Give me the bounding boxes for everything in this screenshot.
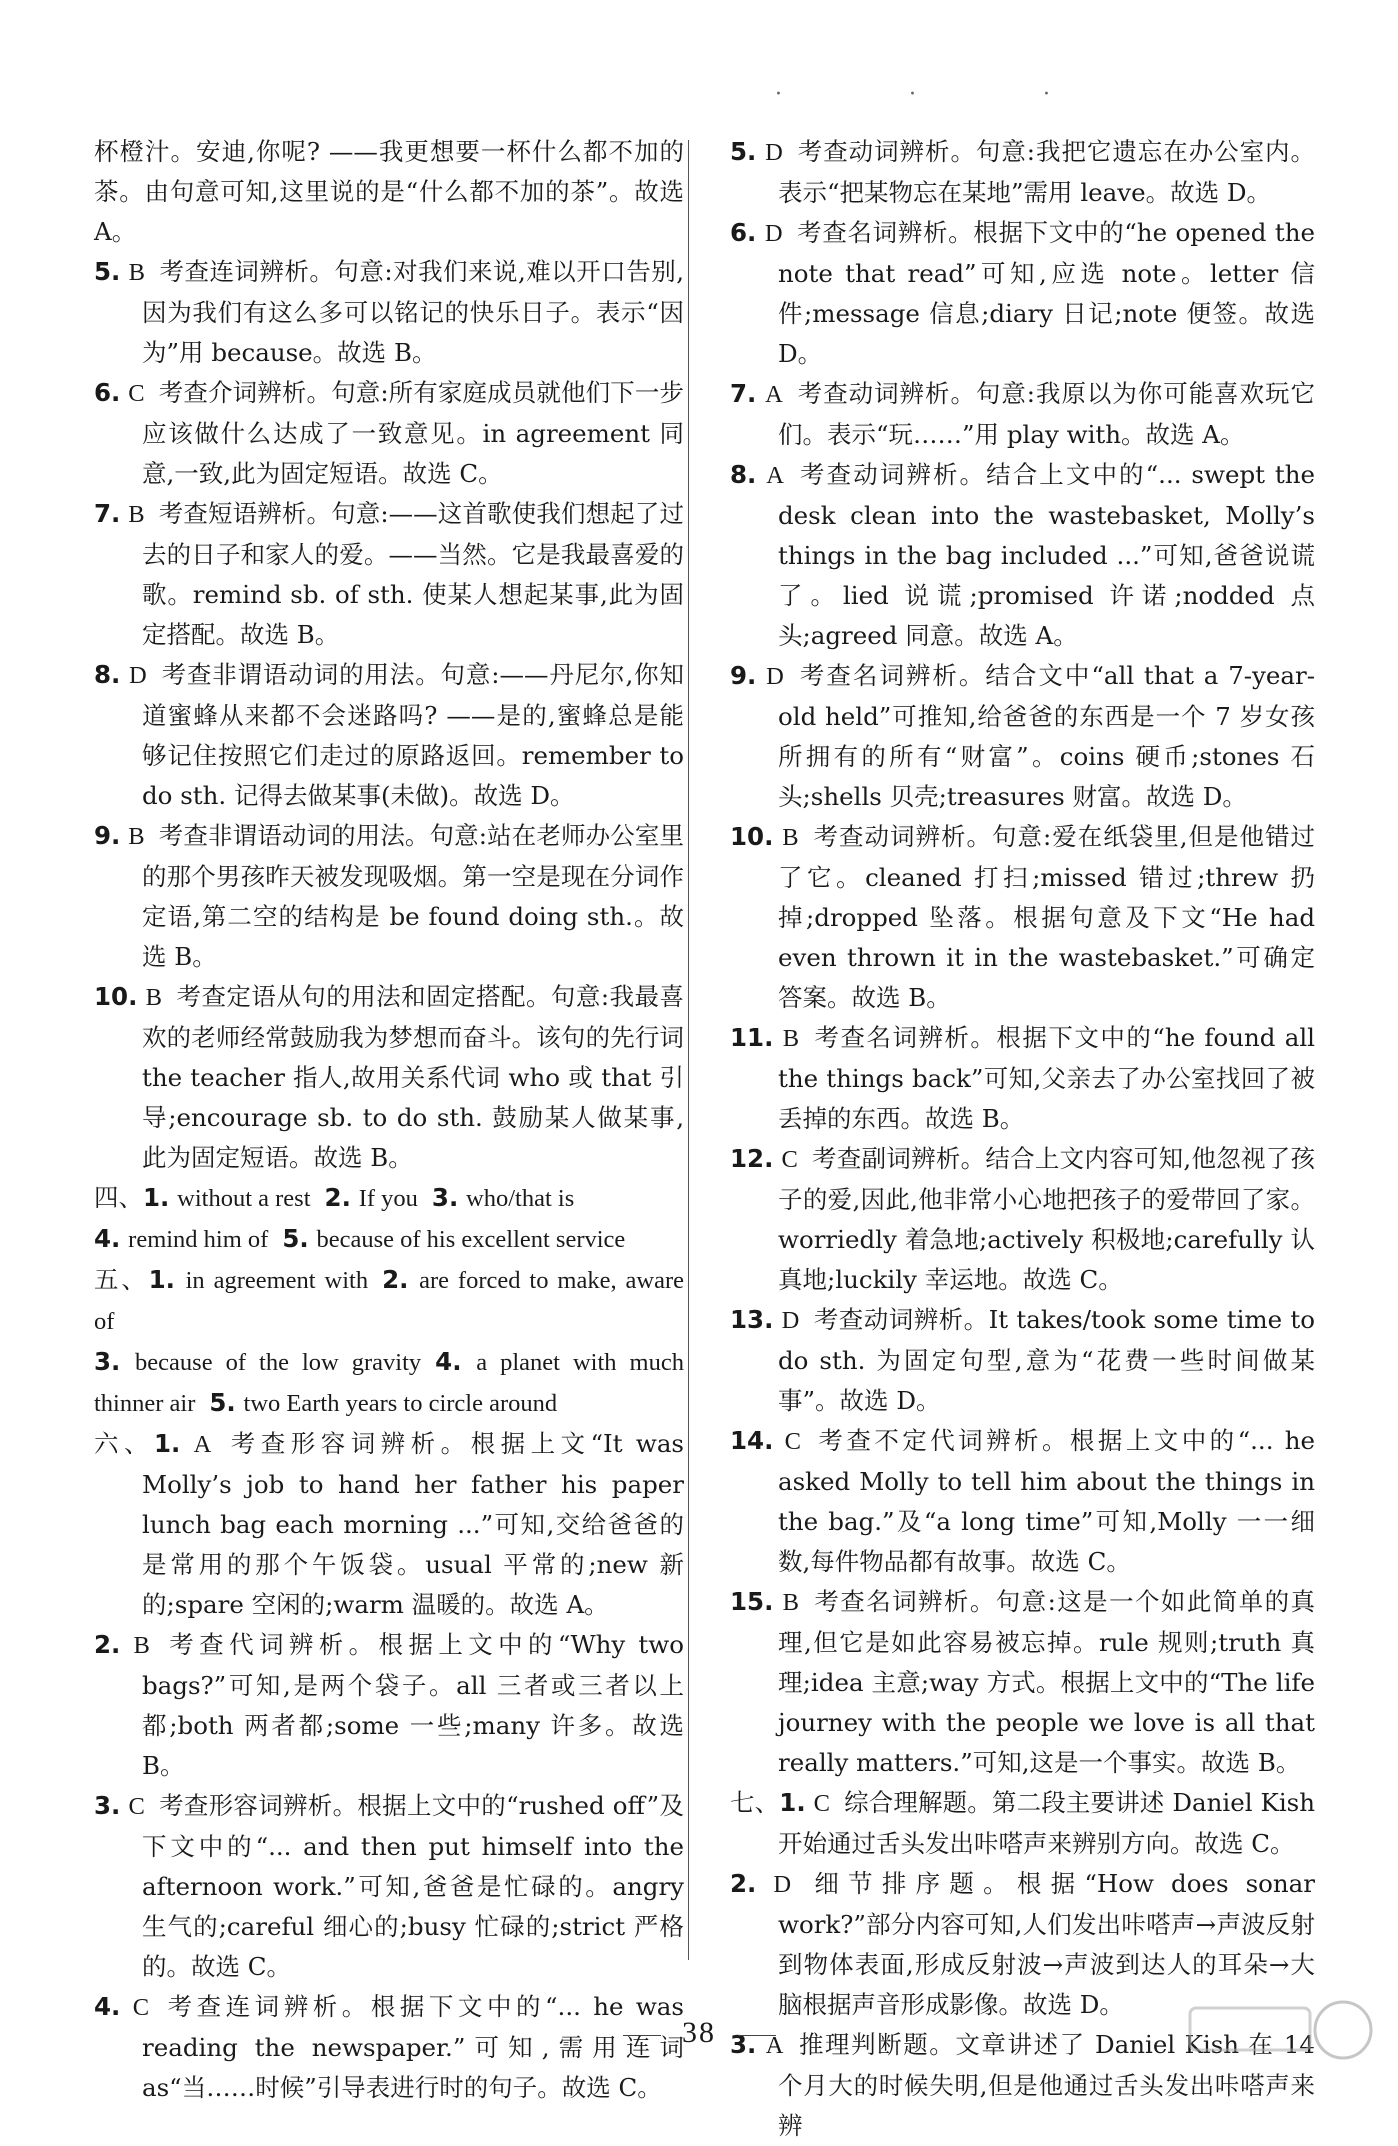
question-number: 3. bbox=[94, 1347, 121, 1376]
answer-choice: B bbox=[128, 823, 145, 850]
question-number: 12. bbox=[730, 1144, 774, 1173]
explanation-text: 考查介词辨析。句意:所有家庭成员就他们下一步应该做什么达成了一致意见。in agreement 同意,一致,此为固定短语。故选 C。 bbox=[142, 378, 684, 488]
question-number: 13. bbox=[730, 1305, 774, 1334]
answer-item bbox=[730, 656, 1315, 817]
answer-choice: A bbox=[193, 1431, 212, 1458]
question-number: 9. bbox=[730, 661, 757, 690]
column-divider bbox=[688, 140, 689, 1960]
explanation-text: 考查形容词辨析。根据上文中的“rushed off”及下文中的“... and then put himself into the afternoon work.”可知,爸爸是忙碌的。angry 生气的;careful 细心的;busy 忙碌的;strict 严格的。故选 C。 bbox=[142, 1791, 684, 1981]
question-number: 6. bbox=[730, 218, 757, 247]
fill-in-section bbox=[94, 1178, 684, 1260]
question-number: 4. bbox=[94, 1992, 121, 2021]
answer-choice: A bbox=[765, 2032, 784, 2059]
question-number: 7. bbox=[730, 379, 757, 408]
footer-dash-right bbox=[738, 2035, 776, 2036]
question-number: 7. bbox=[94, 499, 121, 528]
answer-choice: C bbox=[132, 1994, 150, 2021]
explanation-text: 考查动词辨析。句意:我把它遗忘在办公室内。表示“把某物忘在某地”需用 leave。故选 D。 bbox=[778, 137, 1315, 207]
question-number: 1. bbox=[143, 1183, 170, 1212]
answer-choice: B bbox=[128, 501, 145, 528]
answer-item bbox=[94, 1786, 684, 1987]
question-number: 5. bbox=[94, 257, 121, 286]
watermark-circle bbox=[1315, 2002, 1371, 2058]
explanation-text: 考查动词辨析。句意:爱在纸袋里,但是他错过了它。cleaned 打扫;missed 错过;threw 扔掉;dropped 坠落。根据句意及下文“He had even thrown it in the wastebasket.”可确定答案。故选 B。 bbox=[778, 822, 1315, 1012]
answer-choice: B bbox=[145, 984, 163, 1011]
question-number: 1. bbox=[779, 1788, 806, 1817]
answer-choice: B bbox=[782, 1589, 799, 1616]
answer-item bbox=[94, 494, 684, 655]
watermark-box bbox=[1190, 2008, 1310, 2050]
fill-in-answer: because of the low gravity bbox=[135, 1349, 422, 1376]
left-column bbox=[94, 132, 684, 2108]
answer-item bbox=[730, 455, 1315, 656]
answer-item bbox=[94, 1625, 684, 1786]
fill-in-answer: If you bbox=[358, 1185, 418, 1212]
answer-choice: B bbox=[128, 259, 145, 286]
answer-item bbox=[730, 1018, 1315, 1139]
question-number: 4. bbox=[435, 1347, 462, 1376]
fill-in-answer: remind him of bbox=[128, 1226, 269, 1253]
fill-in-answer: who/that is bbox=[466, 1185, 575, 1212]
question-number: 11. bbox=[730, 1023, 774, 1052]
answer-item bbox=[730, 1421, 1315, 1582]
answer-choice: C bbox=[128, 1793, 145, 1820]
section-label: 六、 bbox=[94, 1429, 154, 1458]
explanation-text: 考查短语辨析。句意:——这首歌使我们想起了过去的日子和家人的爱。——当然。它是我最喜爱的歌。remind sb. of sth. 使某人想起某事,此为固定搭配。故选 B。 bbox=[142, 499, 684, 649]
answer-item bbox=[94, 1424, 684, 1625]
footer-dash-left bbox=[623, 2035, 661, 2036]
question-number: 5. bbox=[282, 1224, 309, 1253]
answer-item bbox=[94, 977, 684, 1178]
answer-item bbox=[730, 1300, 1315, 1421]
explanation-text: 考查动词辨析。句意:我原以为你可能喜欢玩它们。表示“玩……”用 play with。故选 A。 bbox=[778, 379, 1315, 449]
question-number: 2. bbox=[324, 1183, 351, 1212]
section-label: 五、 bbox=[94, 1265, 149, 1294]
explanation-text: 考查形容词辨析。根据上文“It was Molly’s job to hand her father his paper lunch bag each morning ...”可知,交给爸爸的是常用的那个午饭袋。usual 平常的;new 新的;spare 空闲的;warm 温暖的。故选 A。 bbox=[142, 1429, 685, 1619]
fill-in-answer: because of his excellent service bbox=[316, 1226, 626, 1253]
fill-in-section bbox=[94, 1260, 684, 1424]
answer-choice: C bbox=[784, 1428, 801, 1455]
question-number: 2. bbox=[94, 1630, 121, 1659]
answer-item bbox=[730, 1783, 1315, 1864]
explanation-text: 考查副词辨析。结合上文内容可知,他忽视了孩子的爱,因此,他非常小心地把孩子的爱带回了家。worriedly 着急地;actively 积极地;carefully 认真地;luckily 幸运地。故选 C。 bbox=[778, 1144, 1315, 1294]
answer-item bbox=[94, 252, 684, 373]
page-number: 38 bbox=[682, 2016, 716, 2049]
explanation-text: 考查动词辨析。结合上文中的“... swept the desk clean into the wastebasket, Molly’s things in the bag included ...”可知,爸爸说谎了。lied 说谎;promised 许诺;nodded 点头;agreed 同意。故选 A。 bbox=[778, 460, 1315, 650]
question-number: 2. bbox=[730, 1869, 757, 1898]
answer-item bbox=[94, 373, 684, 494]
question-number: 1. bbox=[148, 1265, 175, 1294]
right-column bbox=[730, 132, 1315, 2146]
explanation-text: 考查定语从句的用法和固定搭配。句意:我最喜欢的老师经常鼓励我为梦想而奋斗。该句的先行词 the teacher 指人,故用关系代词 who 或 that 引导;encourage sb. to do sth. 鼓励某人做某事,此为固定短语。故选 B。 bbox=[142, 982, 684, 1172]
explanation-text: 推理判断题。文章讲述了 Daniel Kish 在 14 个月大的时候失明,但是他通过舌头发出咔嗒声来辨 bbox=[778, 2030, 1315, 2140]
question-number: 6. bbox=[94, 378, 121, 407]
question-number: 10. bbox=[730, 822, 774, 851]
explanation-text: 考查不定代词辨析。根据上文中的“... he asked Molly to tell him about the things in the bag.”及“a long time”可知,Molly 一一细数,每件物品都有故事。故选 C。 bbox=[778, 1426, 1315, 1576]
section-label: 七、 bbox=[730, 1788, 780, 1817]
explanation-text: 综合理解题。第二段主要讲述 Daniel Kish 开始通过舌头发出咔嗒声来辨别方向。故选 C。 bbox=[778, 1788, 1316, 1858]
answer-continuation bbox=[94, 132, 684, 252]
answer-choice: A bbox=[766, 462, 784, 489]
answer-item bbox=[730, 817, 1315, 1018]
answer-item bbox=[730, 374, 1315, 455]
explanation-text: 考查名词辨析。根据下文中的“he opened the note that read”可知,应选 note。letter 信件;message 信息;diary 日记;note 便签。故选 D。 bbox=[778, 218, 1315, 368]
answer-choice: C bbox=[813, 1790, 830, 1817]
question-number: 3. bbox=[94, 1791, 121, 1820]
fill-in-answer: without a rest bbox=[177, 1185, 311, 1212]
answer-item bbox=[730, 132, 1315, 213]
question-number: 8. bbox=[94, 660, 121, 689]
explanation-text: 考查名词辨析。根据下文中的“he found all the things back”可知,父亲去了办公室找回了被丢掉的东西。故选 B。 bbox=[778, 1023, 1315, 1133]
answer-choice: D bbox=[773, 1871, 792, 1898]
question-number: 4. bbox=[94, 1224, 121, 1253]
question-number: 2. bbox=[382, 1265, 409, 1294]
question-number: 1. bbox=[153, 1429, 181, 1458]
answer-choice: D bbox=[781, 1307, 800, 1334]
answer-item bbox=[730, 213, 1315, 374]
watermark-logo bbox=[1178, 1990, 1378, 2080]
explanation-text: 考查动词辨析。It takes/took some time to do sth. 为固定句型,意为“花费一些时间做某事”。故选 D。 bbox=[778, 1305, 1315, 1415]
question-number: 5. bbox=[209, 1388, 236, 1417]
answer-choice: C bbox=[128, 380, 145, 407]
answer-item bbox=[94, 655, 684, 816]
explanation-text: 考查代词辨析。根据上文中的“Why two bags?”可知,是两个袋子。all 三者或三者以上都;both 两者都;some 一些;many 许多。故选 B。 bbox=[142, 1630, 684, 1780]
answer-item bbox=[730, 1582, 1315, 1783]
answer-item bbox=[94, 816, 684, 977]
answer-choice: D bbox=[765, 139, 783, 166]
answer-text: 杯橙汁。安迪,你呢? ——我更想要一杯什么都不加的茶。由句意可知,这里说的是“什么都不加的茶”。故选 A。 bbox=[94, 137, 684, 246]
question-number: 14. bbox=[730, 1426, 774, 1455]
question-number: 8. bbox=[730, 460, 757, 489]
answer-choice: B bbox=[782, 824, 799, 851]
answer-choice: B bbox=[782, 1025, 800, 1052]
question-number: 3. bbox=[730, 2030, 757, 2059]
question-number: 3. bbox=[431, 1183, 459, 1212]
question-number: 9. bbox=[94, 821, 121, 850]
fill-in-answer: are forced to make, aware of bbox=[94, 1267, 685, 1335]
question-number: 5. bbox=[730, 137, 757, 166]
answer-choice: B bbox=[133, 1632, 150, 1659]
fill-in-answer: two Earth years to circle around bbox=[243, 1390, 558, 1417]
fill-in-answer: in agreement with bbox=[185, 1267, 369, 1294]
answer-item bbox=[730, 1139, 1315, 1300]
answer-choice: C bbox=[781, 1146, 798, 1173]
explanation-text: 考查名词辨析。结合文中“all that a 7-year-old held”可推知,给爸爸的东西是一个 7 岁女孩所拥有的所有“财富”。coins 硬币;stones 石头;shells 贝壳;treasures 财富。故选 D。 bbox=[778, 661, 1315, 811]
explanation-text: 考查名词辨析。句意:这是一个如此简单的真理,但它是如此容易被忘掉。rule 规则;truth 真理;idea 主意;way 方式。根据上文中的“The life journey with the people we love is all that really matters.”可知,这是一个事实。故选 B。 bbox=[778, 1587, 1315, 1777]
question-number: 10. bbox=[94, 982, 138, 1011]
explanation-text: 细节排序题。根据“How does sonar work?”部分内容可知,人们发出咔嗒声→声波反射到物体表面,形成反射波→声波到达人的耳朵→大脑根据声音形成影像。故选 D。 bbox=[778, 1869, 1315, 2019]
answer-choice: D bbox=[766, 663, 784, 690]
answer-choice: D bbox=[129, 662, 147, 689]
answer-choice: D bbox=[764, 220, 783, 247]
question-number: 15. bbox=[730, 1587, 774, 1616]
explanation-text: 考查非谓语动词的用法。句意:——丹尼尔,你知道蜜蜂从来都不会迷路吗? ——是的,蜜蜂总是能够记住按照它们走过的原路返回。remember to do sth. 记得去做某事(未做)。故选 D。 bbox=[142, 660, 684, 810]
scan-marks: · · · bbox=[775, 82, 1110, 107]
explanation-text: 考查连词辨析。句意:对我们来说,难以开口告别,因为我们有这么多可以铭记的快乐日子。表示“因为”用 because。故选 B。 bbox=[142, 257, 684, 367]
explanation-text: 考查非谓语动词的用法。句意:站在老师办公室里的那个男孩昨天被发现吸烟。第一空是现在分词作定语,第二空的结构是 be found doing sth.。故选 B。 bbox=[142, 821, 684, 971]
section-label: 四、 bbox=[94, 1183, 143, 1212]
answer-choice: A bbox=[765, 381, 783, 408]
fill-in-answer: a planet with much thinner air bbox=[94, 1349, 684, 1417]
explanation-text: 考查连词辨析。根据下文中的“... he was reading the newspaper.”可知,需用连词 as“当……时候”引导表进行时的句子。故选 C。 bbox=[142, 1992, 684, 2102]
